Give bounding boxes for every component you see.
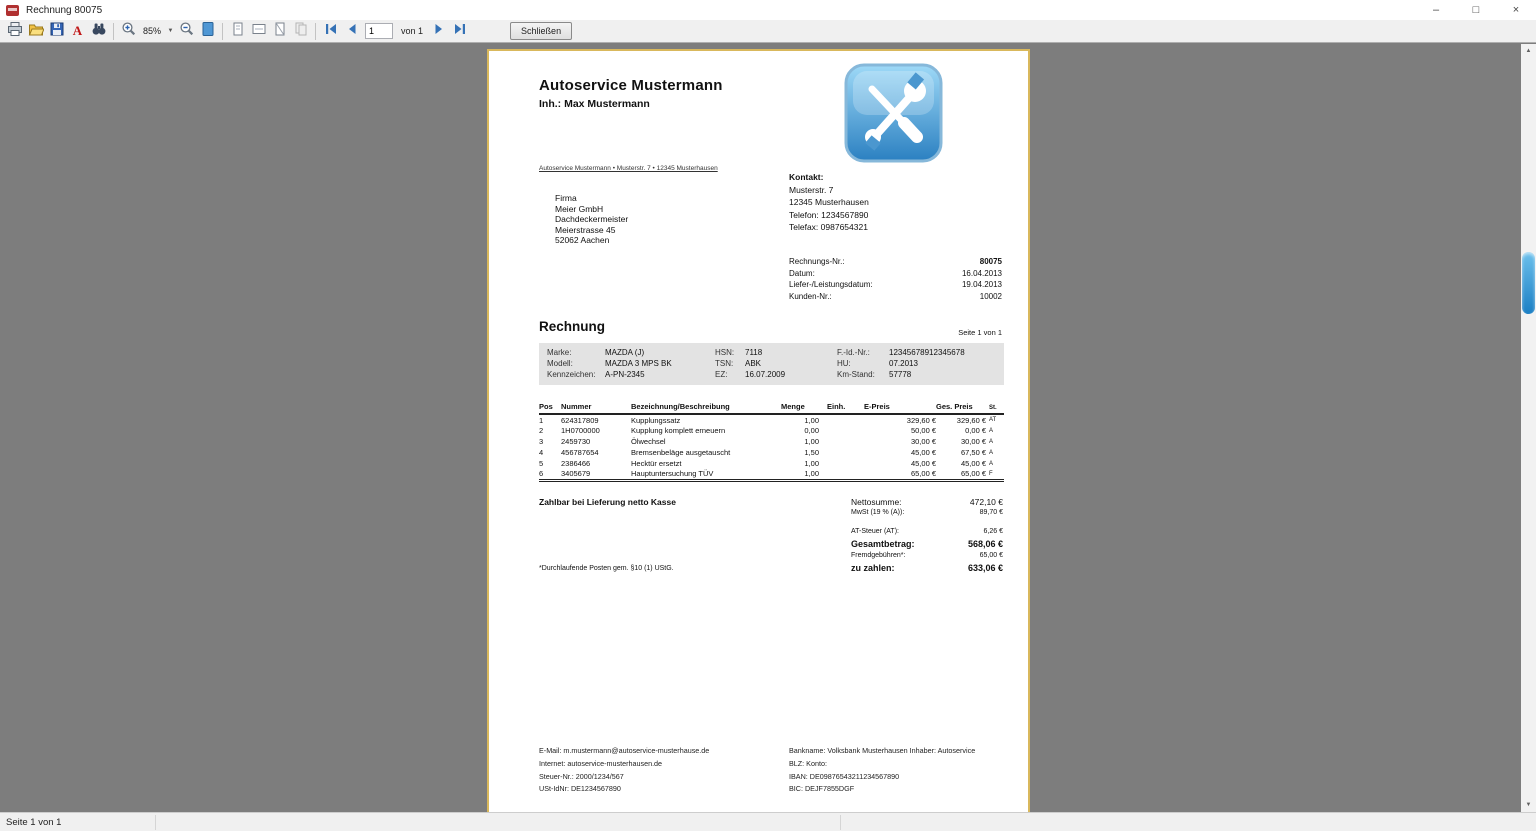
- meta-label: Datum:: [789, 268, 815, 278]
- total-row-mwst: MwSt (19 % (A)): 89,70 €: [851, 509, 1003, 516]
- vehicle-value: 57778: [889, 369, 912, 379]
- items-header-row: [539, 401, 1004, 414]
- vehicle-label: HSN:: [715, 348, 735, 357]
- multiple-pages-icon: [293, 21, 309, 42]
- separator: [113, 23, 114, 40]
- items-table: [539, 401, 1004, 482]
- vehicle-value: ABK: [745, 358, 762, 368]
- invoice-title: Rechnung: [539, 319, 605, 334]
- col-header-epreis: E-Preis: [864, 401, 936, 414]
- totals-block: [851, 497, 1003, 576]
- continuous-page-icon: [272, 21, 288, 42]
- title-bar: [0, 0, 1536, 20]
- vehicle-label: Km-Stand:: [837, 369, 875, 379]
- open-button[interactable]: [25, 22, 46, 41]
- search-button[interactable]: [88, 22, 109, 41]
- export-pdf-button[interactable]: [67, 22, 88, 41]
- meta-label: Liefer-/Leistungsdatum:: [789, 280, 873, 289]
- table-row: 1 624317809 Kupplungssatz 1,00 329,60 € 329,60 € AT: [539, 415, 997, 425]
- status-divider: [840, 815, 841, 830]
- recipient-line: Meierstrasse 45: [555, 224, 616, 235]
- printer-icon: [7, 21, 23, 42]
- vehicle-info-box: [539, 343, 1004, 385]
- app-icon: [6, 5, 19, 16]
- close-button[interactable]: ×: [1512, 4, 1520, 16]
- nav-next-button[interactable]: [428, 22, 449, 41]
- vehicle-value: MAZDA (J): [605, 348, 645, 357]
- folder-icon: [28, 21, 44, 42]
- table-row: 2 1H0700000 Kupplung komplett erneuern 0,00 50,00 € 0,00 € A: [539, 426, 994, 435]
- meta-label: Rechnungs-Nr.:: [789, 257, 845, 266]
- status-page-info: Seite 1 von 1: [6, 816, 62, 828]
- col-header-einheit: Einh.: [819, 401, 864, 414]
- meta-value: 19.04.2013: [961, 280, 1002, 289]
- footer-right: [789, 745, 975, 796]
- zoom-level-display[interactable]: 85%: [143, 26, 162, 36]
- separator: [222, 23, 223, 40]
- maximize-button[interactable]: □: [1472, 4, 1480, 16]
- meta-label: Kunden-Nr.:: [789, 291, 832, 301]
- meta-row: [789, 269, 1002, 281]
- page-layout-single-button[interactable]: [227, 22, 248, 41]
- footer-line: Bankname: Volksbank Musterhausen Inhaber: Autoservice: [789, 746, 976, 755]
- tools-icon: [844, 152, 944, 169]
- meta-value: 10002: [979, 291, 1002, 301]
- vehicle-label: Kennzeichen:: [547, 369, 596, 379]
- footer-line: IBAN: DE09876543211234567890: [789, 771, 900, 781]
- table-row: 3 2459730 Ölwechsel 1,00 30,00 € 30,00 € A: [539, 437, 994, 446]
- nav-prev-button[interactable]: [341, 22, 362, 41]
- total-row-atsteuer: AT-Steuer (AT): 6,26 €: [851, 528, 1003, 535]
- page-layout-width-button[interactable]: [248, 22, 269, 41]
- col-header-menge: Menge: [781, 401, 819, 414]
- vehicle-value: 07.2013: [889, 358, 918, 368]
- recipient-line: Firma: [555, 193, 577, 203]
- vehicle-label: HU:: [837, 358, 851, 368]
- nav-last-button[interactable]: [449, 22, 470, 41]
- col-header-gespreis: Ges. Preis: [936, 401, 986, 414]
- meta-row: [789, 257, 1002, 269]
- vehicle-value: MAZDA 3 MPS BK: [605, 358, 672, 368]
- total-row-netto: Nettosumme: 472,10 €: [851, 497, 1003, 507]
- page-layout-continuous-button[interactable]: [269, 22, 290, 41]
- footer-line: BLZ: Konto:: [789, 758, 827, 768]
- col-header-bezeichnung: Bezeichnung/Beschreibung: [631, 401, 781, 414]
- vehicle-value: 7118: [745, 348, 763, 357]
- footer-line: USt-IdNr: DE1234567890: [539, 784, 621, 794]
- footer-line: Steuer-Nr.: 2000/1234/567: [539, 771, 624, 781]
- pdf-icon: A: [72, 23, 83, 38]
- scroll-up-icon[interactable]: ▲: [1525, 48, 1532, 54]
- print-button[interactable]: [4, 22, 25, 41]
- toolbar: [0, 20, 1536, 43]
- total-row-zu-zahlen: zu zahlen: 633,06 €: [851, 563, 1003, 573]
- first-page-icon: [323, 21, 339, 42]
- col-header-pos: Pos: [539, 401, 561, 414]
- last-page-icon: [452, 21, 468, 42]
- zoom-out-button[interactable]: [176, 22, 197, 41]
- vehicle-label: EZ:: [715, 369, 728, 379]
- single-page-icon: [230, 21, 246, 42]
- col-header-nummer: Nummer: [561, 401, 631, 414]
- footnote: *Durchlaufende Posten gem. §10 (1) UStG.: [539, 565, 674, 572]
- page-width-icon: [251, 21, 267, 42]
- prev-page-icon: [344, 21, 360, 42]
- contact-block: [789, 171, 869, 234]
- meta-row: [789, 292, 1002, 304]
- minimize-button[interactable]: –: [1432, 4, 1440, 16]
- zoom-in-icon: [121, 21, 137, 42]
- company-owner: Inh.: Max Mustermann: [539, 98, 650, 110]
- page-number-input[interactable]: [365, 23, 393, 39]
- meta-value: 16.04.2013: [961, 268, 1002, 278]
- table-row: 5 2386466 Hecktür ersetzt 1,00 45,00 € 45,00 € A: [539, 459, 994, 468]
- company-name: Autoservice Mustermann: [539, 77, 723, 94]
- scrollbar-thumb[interactable]: [1522, 252, 1535, 314]
- recipient-line: Meier GmbH: [555, 203, 604, 214]
- footer-left: [539, 745, 709, 796]
- zoom-in-button[interactable]: [118, 22, 139, 41]
- vehicle-label: TSN:: [715, 358, 734, 368]
- chevron-down-icon[interactable]: ▼: [167, 28, 174, 34]
- vehicle-label: Marke:: [547, 348, 572, 357]
- preview-canvas: [0, 44, 1536, 812]
- footer-line: E-Mail: m.mustermann@autoservice-musterhause.de: [539, 746, 710, 755]
- col-header-steuer: St.: [986, 401, 1004, 414]
- footer-line: Internet: autoservice-musterhausen.de: [539, 758, 663, 768]
- page-total-label: von 1: [401, 26, 424, 36]
- vehicle-label: F.-Id.-Nr.:: [837, 348, 870, 357]
- scroll-down-icon[interactable]: ▼: [1525, 802, 1532, 808]
- company-logo: [844, 62, 944, 170]
- whole-page-button[interactable]: [197, 22, 218, 41]
- recipient-address: [555, 193, 628, 246]
- vehicle-value: 12345678912345678: [889, 348, 965, 357]
- footer-line: BIC: DEJF7855DGF: [789, 784, 855, 794]
- meta-row: [789, 280, 1002, 292]
- status-divider: [155, 815, 156, 830]
- table-row: 6 3405679 Hauptuntersuchung TÜV 1,00 65,00 € 65,00 € F: [539, 469, 993, 479]
- separator: [315, 23, 316, 40]
- payment-terms: Zahlbar bei Lieferung netto Kasse: [539, 497, 676, 507]
- recipient-line: Dachdeckermeister: [555, 214, 629, 224]
- save-icon: [49, 21, 65, 42]
- vertical-scrollbar[interactable]: [1521, 44, 1536, 812]
- vehicle-label: Modell:: [547, 358, 573, 368]
- recipient-line: 52062 Aachen: [555, 235, 610, 245]
- page-layout-multiple-button[interactable]: [290, 22, 311, 41]
- invoice-meta: [789, 257, 1002, 303]
- window-title: Rechnung 80075: [26, 4, 103, 16]
- status-bar: [0, 812, 1536, 831]
- next-page-icon: [431, 21, 447, 42]
- whole-page-icon: [200, 21, 216, 42]
- contact-heading: Kontakt:: [789, 172, 824, 182]
- invoice-page: [487, 49, 1030, 817]
- total-row-fremdgebuehren: Fremdgebühren*: 65,00 €: [851, 552, 1003, 559]
- vehicle-value: 16.07.2009: [745, 369, 786, 379]
- save-button[interactable]: [46, 22, 67, 41]
- sender-line: Autoservice Mustermann • Musterstr. 7 • 12345 Musterhausen: [539, 165, 718, 172]
- nav-first-button[interactable]: [320, 22, 341, 41]
- contact-line: Musterstr. 7: [789, 184, 834, 195]
- close-preview-button[interactable]: Schließen: [510, 22, 572, 40]
- contact-line: 12345 Musterhausen: [789, 197, 869, 207]
- table-row: 4 456787654 Bremsenbeläge ausgetauscht 1,50 45,00 € 67,50 € A: [539, 448, 994, 457]
- contact-line: Telefax: 0987654321: [789, 222, 868, 232]
- page-indicator: Seite 1 von 1: [958, 328, 1002, 337]
- total-row-gesamtbetrag: Gesamtbetrag: 568,06 €: [851, 539, 1003, 549]
- binoculars-icon: [91, 21, 107, 42]
- contact-line: Telefon: 1234567890: [789, 209, 869, 220]
- vehicle-value: A-PN-2345: [605, 369, 645, 379]
- meta-value: 80075: [979, 257, 1002, 266]
- zoom-out-icon: [179, 21, 195, 42]
